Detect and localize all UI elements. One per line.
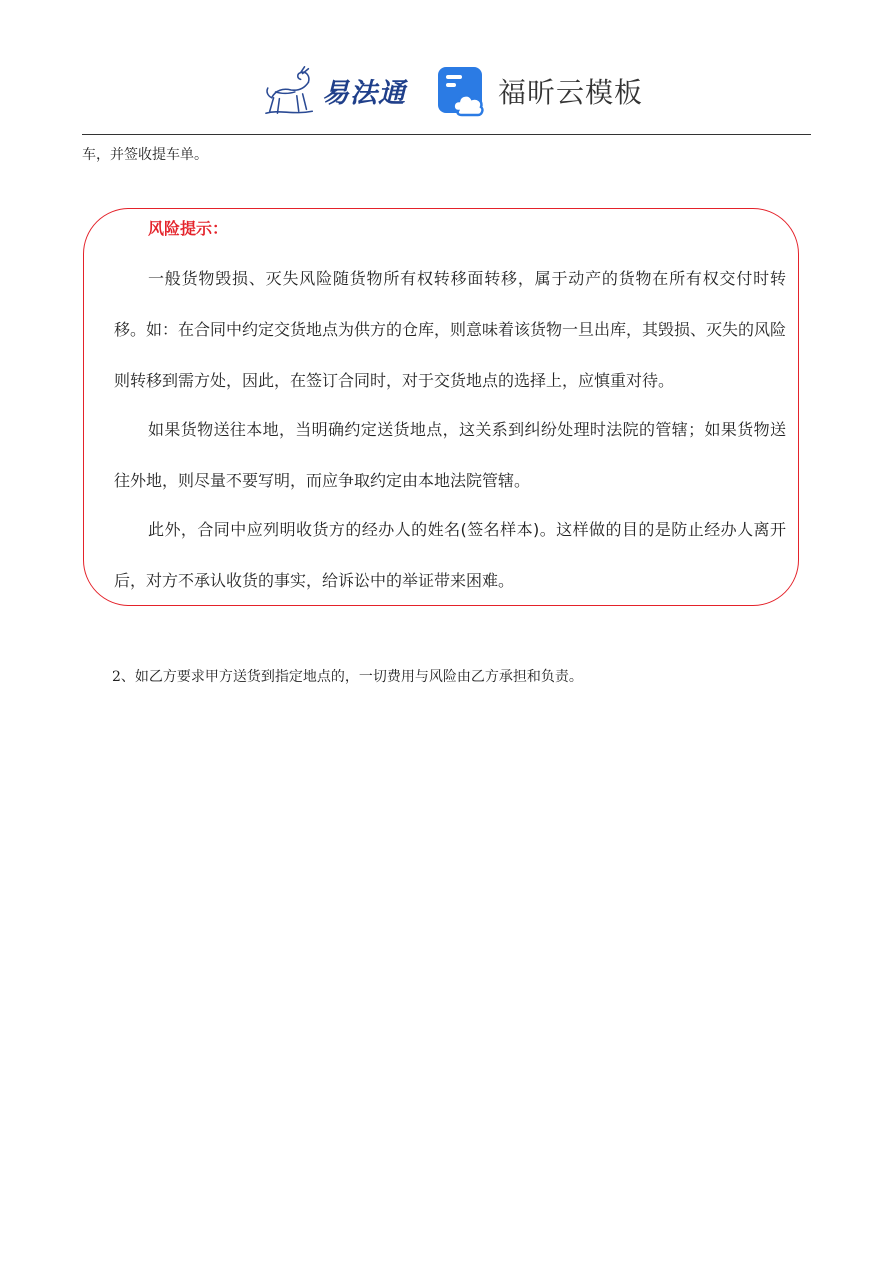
- risk-paragraph: 一般货物毁损、灭失风险随货物所有权转移面转移，属于动产的货物在所有权交付时转移。如：在合同中约定交货地点为供方的仓库，则意味着该货物一旦出库，其毁损、灭失的风险则转移到需方处，因此，在签订合同时，对于交货地点的选择上，应慎重对待。: [114, 269, 787, 390]
- risk-paragraph: 如果货物送往本地，当明确约定送货地点，这关系到纠纷处理时法院的管辖；如果货物送往外地，则尽量不要写明，而应争取约定由本地法院管辖。: [114, 420, 786, 490]
- yifatong-wordmark: 易法通: [322, 77, 406, 109]
- page-header: [0, 58, 893, 126]
- continuation-text: 车，并签收提车单。: [82, 147, 208, 163]
- header-divider: [82, 134, 811, 135]
- risk-notice-title: 风险提示：: [148, 219, 229, 238]
- qilin-icon: [262, 61, 320, 119]
- yifatong-logo: [262, 58, 412, 122]
- foxit-wordmark: 福昕云模板: [498, 76, 644, 109]
- document-cloud-icon: [436, 65, 488, 117]
- risk-paragraph: 此外，合同中应列明收货方的经办人的姓名(签名样本)。这样做的目的是防止经办人离开后，对方不承认收货的事实，给诉讼中的举证带来困难。: [114, 520, 786, 590]
- foxit-cloud-template-logo: [436, 64, 643, 118]
- clause-2: 2、如乙方要求甲方送货到指定地点的，一切费用与风险由乙方承担和负责。: [112, 669, 583, 685]
